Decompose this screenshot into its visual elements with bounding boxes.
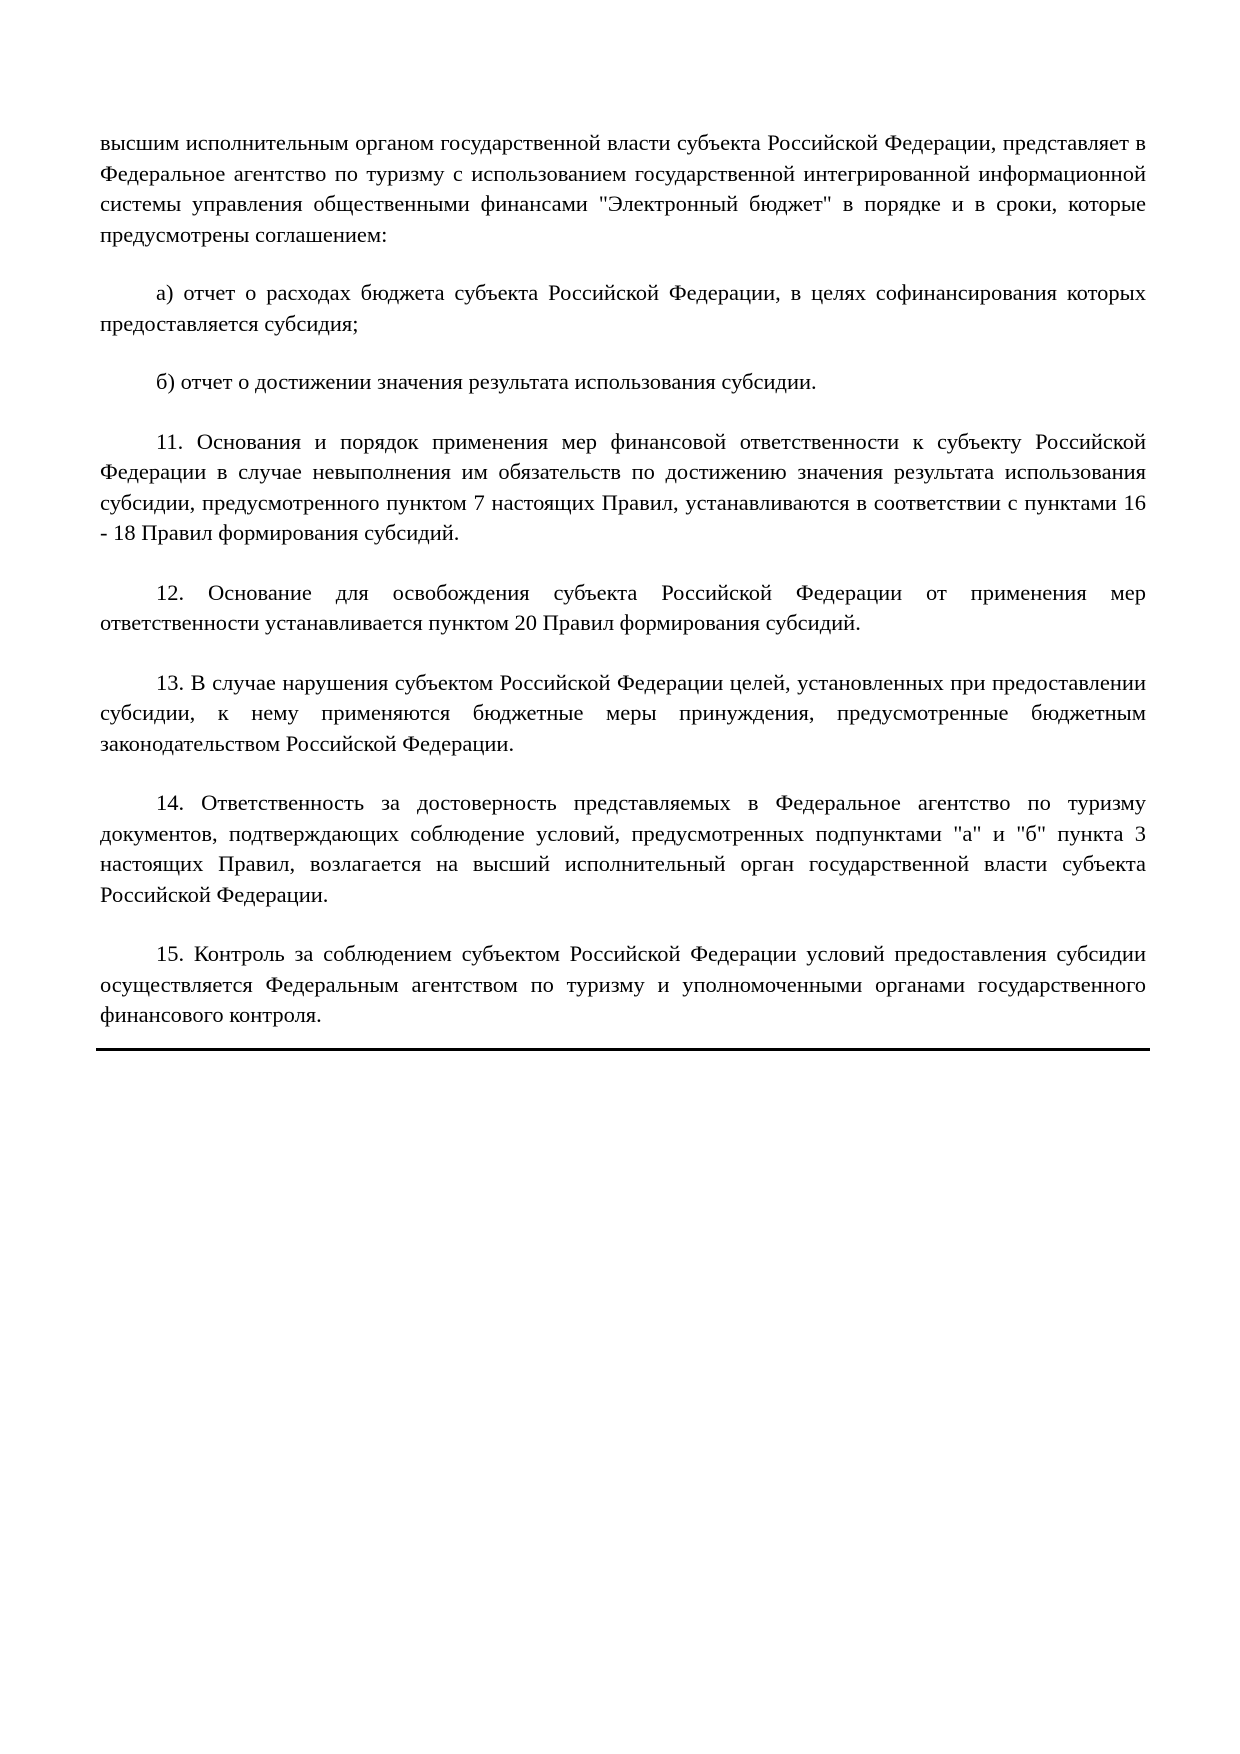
paragraph-item-11: 11. Основания и порядок применения мер финансовой ответственности к субъекту Российской Федерации в случае невыполнения им обязательств по достижению значения результата использования субсидии, предусмотренного пунктом 7 настоящих Правил, устанавливаются в соответствии с пунктами 16 - 18 Правил формирования субсидий. <box>100 428 1146 545</box>
document-body <box>100 128 1146 1031</box>
paragraph-item-12: 12. Основание для освобождения субъекта Российской Федерации от применения мер ответственности устанавливается пунктом 20 Правил формирования субсидий. <box>100 579 1146 635</box>
paragraph-item-b: б) отчет о достижении значения результата использования субсидии. <box>156 369 817 394</box>
paragraph-item-15: 15. Контроль за соблюдением субъектом Российской Федерации условий предоставления субсидии осуществляется Федеральным агентством по туризму и уполномоченными органами государственного финансового контроля. <box>100 941 1146 1027</box>
paragraph-item-a: а) отчет о расходах бюджета субъекта Российской Федерации, в целях софинансирования которых предоставляется субсидия; <box>100 280 1146 336</box>
footer-horizontal-rule <box>96 1048 1150 1051</box>
paragraph-item-13: 13. В случае нарушения субъектом Российской Федерации целей, установленных при предоставлении субсидии, к нему применяются бюджетные меры принуждения, предусмотренные бюджетным законодательством Российской Федерации. <box>100 669 1146 756</box>
paragraph-continuation-intro: высшим исполнительным органом государственной власти субъекта Российской Федерации, представляет в Федеральное агентство по туризму с использованием государственной интегрированной информационной системы управления общественными финансами "Электронный бюджет" в порядке и в сроки, которые предусмотрены соглашением: <box>100 130 1146 247</box>
paragraph-item-14: 14. Ответственность за достоверность представляемых в Федеральное агентство по туризму документов, подтверждающих соблюдение условий, предусмотренных подпунктами "а" и "б" пункта 3 настоящих Правил, возлагается на высший исполнительный орган государственной власти субъекта Российской Федерации. <box>100 790 1146 907</box>
